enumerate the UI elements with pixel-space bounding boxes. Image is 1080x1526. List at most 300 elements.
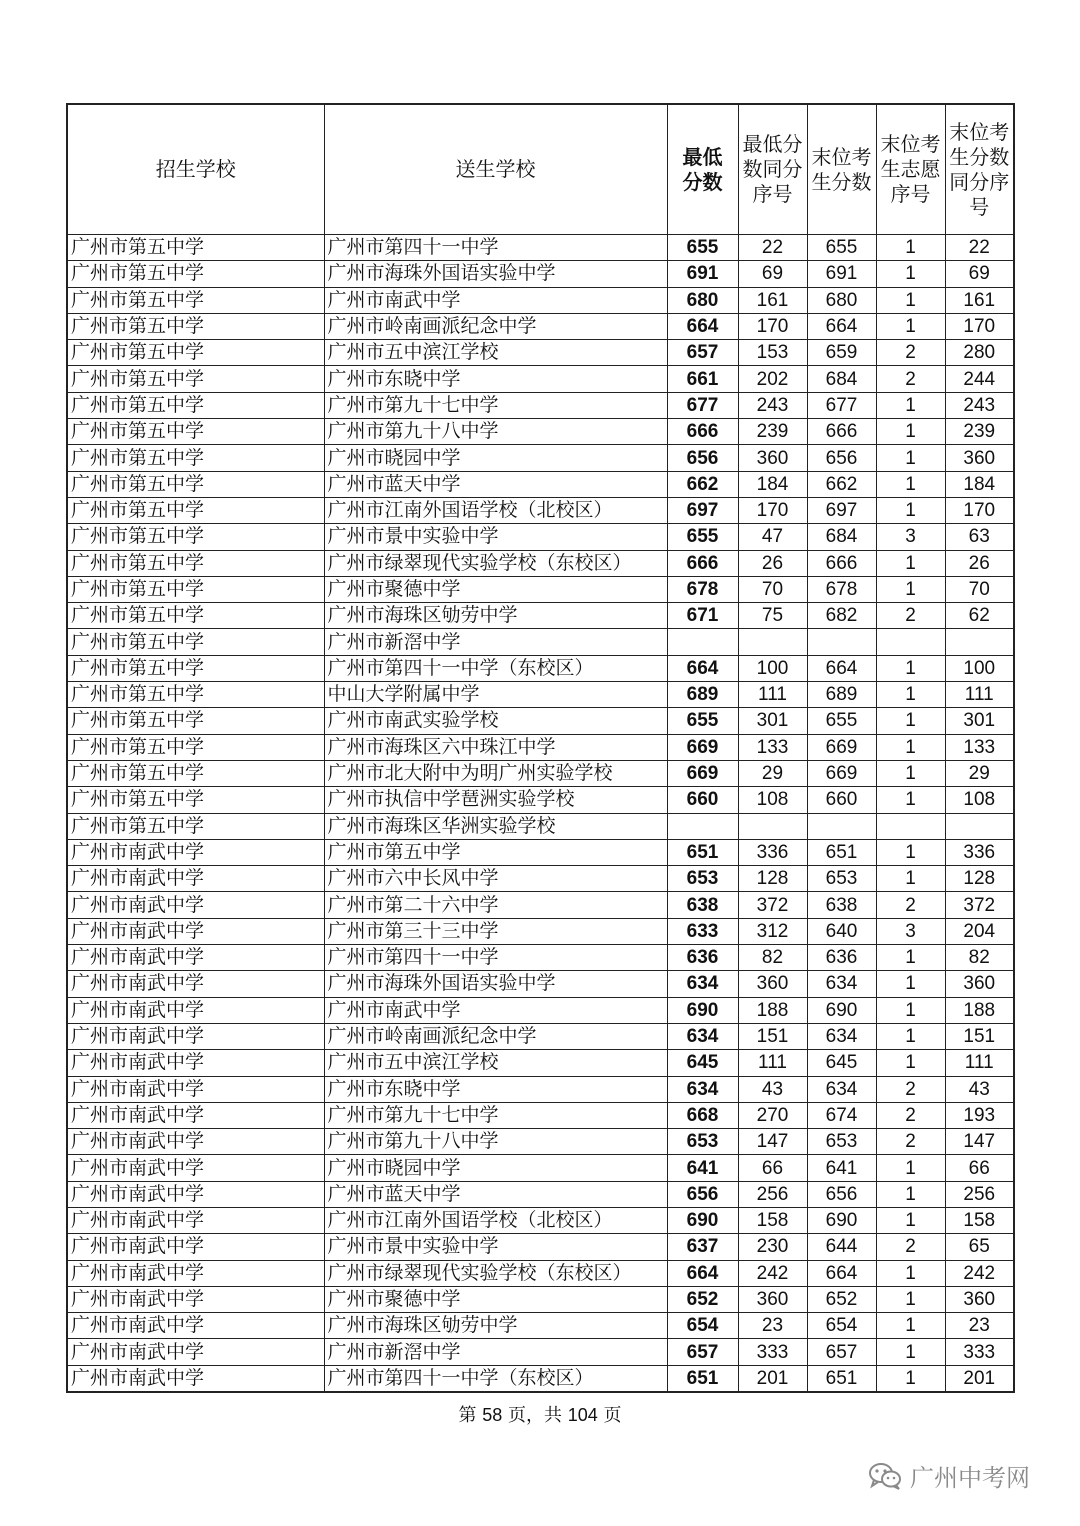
sending-school-cell: 广州市第二十六中学: [324, 892, 667, 918]
sending-school-cell: 广州市执信中学琶洲实验学校: [324, 787, 667, 813]
last-score-rank-cell: 22: [945, 235, 1014, 261]
header-last-choice-order: [876, 104, 945, 235]
min-score-cell: 697: [667, 497, 738, 523]
table-row: [67, 445, 1014, 471]
last-score-rank-cell: 66: [945, 1155, 1014, 1181]
sending-school-cell: 广州市岭南画派纪念中学: [324, 1023, 667, 1049]
min-score-rank-cell: 66: [738, 1155, 807, 1181]
min-score-rank-cell: 312: [738, 918, 807, 944]
sending-school-cell: 广州市海珠外国语实验中学: [324, 261, 667, 287]
min-score-cell: 690: [667, 997, 738, 1023]
min-score-cell: 677: [667, 392, 738, 418]
table-header-row: [67, 104, 1014, 235]
table-row: [67, 708, 1014, 734]
admitting-school-cell: 广州市第五中学: [67, 550, 324, 576]
last-choice-order-cell: 1: [876, 497, 945, 523]
sending-school-cell: 广州市景中实验中学: [324, 524, 667, 550]
min-score-cell: 634: [667, 1023, 738, 1049]
min-score-rank-cell: 70: [738, 576, 807, 602]
last-score-cell: 657: [807, 1339, 876, 1365]
last-choice-order-cell: 1: [876, 734, 945, 760]
last-choice-order-cell: 1: [876, 1313, 945, 1339]
sending-school-cell: 广州市五中滨江学校: [324, 340, 667, 366]
last-choice-order-cell: 1: [876, 1286, 945, 1312]
table-row: [67, 1313, 1014, 1339]
min-score-rank-cell: 147: [738, 1129, 807, 1155]
last-score-cell: 655: [807, 235, 876, 261]
last-score-cell: 634: [807, 1076, 876, 1102]
last-choice-order-cell: 2: [876, 1102, 945, 1128]
min-score-rank-cell: 239: [738, 419, 807, 445]
admitting-school-cell: 广州市第五中学: [67, 497, 324, 523]
sending-school-cell: 广州市第九十八中学: [324, 419, 667, 445]
sending-school-cell: 广州市东晓中学: [324, 366, 667, 392]
sending-school-cell: 广州市江南外国语学校（北校区）: [324, 1207, 667, 1233]
header-min-score: [667, 104, 738, 235]
min-score-rank-cell: 301: [738, 708, 807, 734]
admitting-school-cell: 广州市南武中学: [67, 1286, 324, 1312]
sending-school-cell: 广州市绿翠现代实验学校（东校区）: [324, 550, 667, 576]
sending-school-cell: 广州市蓝天中学: [324, 471, 667, 497]
last-score-cell: 634: [807, 1023, 876, 1049]
sending-school-cell: 中山大学附属中学: [324, 682, 667, 708]
sending-school-cell: 广州市第三十三中学: [324, 918, 667, 944]
last-choice-order-cell: 1: [876, 839, 945, 865]
last-score-rank-cell: 336: [945, 839, 1014, 865]
last-choice-order-cell: [876, 629, 945, 655]
sending-school-cell: 广州市海珠区六中珠江中学: [324, 734, 667, 760]
sending-school-cell: 广州市六中长风中学: [324, 866, 667, 892]
last-score-cell: 638: [807, 892, 876, 918]
header-last-choice-order-text: 末位考生志愿序号: [880, 132, 941, 206]
table-row: [67, 866, 1014, 892]
last-choice-order-cell: 1: [876, 682, 945, 708]
last-score-rank-cell: 133: [945, 734, 1014, 760]
min-score-cell: 655: [667, 708, 738, 734]
last-choice-order-cell: 1: [876, 760, 945, 786]
table-row: [67, 997, 1014, 1023]
sending-school-cell: 广州市第九十七中学: [324, 392, 667, 418]
table-row: [67, 550, 1014, 576]
admitting-school-cell: 广州市第五中学: [67, 235, 324, 261]
last-choice-order-cell: 1: [876, 971, 945, 997]
admitting-school-cell: 广州市南武中学: [67, 997, 324, 1023]
last-score-cell: 666: [807, 419, 876, 445]
sending-school-cell: 广州市第五中学: [324, 839, 667, 865]
last-score-rank-cell: 360: [945, 445, 1014, 471]
admitting-school-cell: 广州市南武中学: [67, 892, 324, 918]
admitting-school-cell: 广州市南武中学: [67, 1339, 324, 1365]
min-score-cell: 653: [667, 1129, 738, 1155]
last-choice-order-cell: 2: [876, 366, 945, 392]
last-score-rank-cell: 158: [945, 1207, 1014, 1233]
table-row: [67, 603, 1014, 629]
last-choice-order-cell: 1: [876, 550, 945, 576]
last-choice-order-cell: 1: [876, 1181, 945, 1207]
score-table: [66, 103, 1015, 1393]
min-score-rank-cell: 26: [738, 550, 807, 576]
last-score-rank-cell: 147: [945, 1129, 1014, 1155]
table-row: [67, 971, 1014, 997]
wechat-icon: [868, 1461, 902, 1491]
header-sending-school: 送生学校: [324, 104, 667, 235]
last-choice-order-cell: 1: [876, 655, 945, 681]
last-score-rank-cell: 360: [945, 971, 1014, 997]
sending-school-cell: 广州市南武中学: [324, 287, 667, 313]
table-row: [67, 313, 1014, 339]
last-score-cell: 653: [807, 1129, 876, 1155]
sending-school-cell: 广州市绿翠现代实验学校（东校区）: [324, 1260, 667, 1286]
last-score-rank-cell: 256: [945, 1181, 1014, 1207]
sending-school-cell: 广州市南武中学: [324, 997, 667, 1023]
table-row: [67, 655, 1014, 681]
last-score-cell: 656: [807, 445, 876, 471]
last-score-cell: 641: [807, 1155, 876, 1181]
min-score-cell: 657: [667, 340, 738, 366]
table-row: [67, 892, 1014, 918]
last-score-cell: 690: [807, 1207, 876, 1233]
table-row: [67, 287, 1014, 313]
min-score-rank-cell: 170: [738, 497, 807, 523]
admitting-school-cell: 广州市第五中学: [67, 576, 324, 602]
min-score-rank-cell: 100: [738, 655, 807, 681]
last-score-cell: 660: [807, 787, 876, 813]
last-score-rank-cell: 188: [945, 997, 1014, 1023]
header-last-score-rank: [945, 104, 1014, 235]
last-score-rank-cell: 184: [945, 471, 1014, 497]
last-score-rank-cell: 243: [945, 392, 1014, 418]
last-score-rank-cell: 29: [945, 760, 1014, 786]
last-score-cell: 697: [807, 497, 876, 523]
min-score-rank-cell: 242: [738, 1260, 807, 1286]
table-row: [67, 1155, 1014, 1181]
score-table-container: [66, 103, 1013, 1393]
min-score-cell: 652: [667, 1286, 738, 1312]
min-score-cell: 666: [667, 550, 738, 576]
admitting-school-cell: 广州市第五中学: [67, 629, 324, 655]
min-score-cell: 655: [667, 524, 738, 550]
min-score-rank-cell: 372: [738, 892, 807, 918]
min-score-cell: 664: [667, 313, 738, 339]
admitting-school-cell: 广州市南武中学: [67, 1207, 324, 1233]
min-score-cell: 637: [667, 1234, 738, 1260]
last-choice-order-cell: 1: [876, 445, 945, 471]
last-score-rank-cell: 100: [945, 655, 1014, 681]
last-score-cell: 640: [807, 918, 876, 944]
min-score-cell: [667, 813, 738, 839]
table-row: [67, 261, 1014, 287]
last-score-rank-cell: 63: [945, 524, 1014, 550]
watermark-text: 广州中考网: [910, 1464, 1030, 1492]
last-choice-order-cell: 1: [876, 576, 945, 602]
table-row: [67, 1076, 1014, 1102]
min-score-cell: 669: [667, 760, 738, 786]
last-score-cell: 656: [807, 1181, 876, 1207]
last-choice-order-cell: 1: [876, 235, 945, 261]
last-score-cell: 669: [807, 760, 876, 786]
min-score-rank-cell: 360: [738, 445, 807, 471]
admitting-school-cell: 广州市第五中学: [67, 813, 324, 839]
admitting-school-cell: 广州市第五中学: [67, 313, 324, 339]
admitting-school-cell: 广州市南武中学: [67, 866, 324, 892]
min-score-cell: 678: [667, 576, 738, 602]
last-score-cell: 689: [807, 682, 876, 708]
last-choice-order-cell: 1: [876, 1365, 945, 1392]
admitting-school-cell: 广州市南武中学: [67, 945, 324, 971]
min-score-rank-cell: 188: [738, 997, 807, 1023]
min-score-cell: 661: [667, 366, 738, 392]
min-score-cell: 680: [667, 287, 738, 313]
last-choice-order-cell: 2: [876, 1076, 945, 1102]
table-row: [67, 419, 1014, 445]
sending-school-cell: 广州市海珠区劬劳中学: [324, 1313, 667, 1339]
admitting-school-cell: 广州市南武中学: [67, 1102, 324, 1128]
table-row: [67, 1207, 1014, 1233]
last-score-cell: 652: [807, 1286, 876, 1312]
admitting-school-cell: 广州市南武中学: [67, 918, 324, 944]
table-row: [67, 235, 1014, 261]
min-score-rank-cell: 158: [738, 1207, 807, 1233]
admitting-school-cell: 广州市南武中学: [67, 1313, 324, 1339]
last-score-cell: 653: [807, 866, 876, 892]
last-score-cell: 636: [807, 945, 876, 971]
table-row: [67, 760, 1014, 786]
admitting-school-cell: 广州市第五中学: [67, 655, 324, 681]
last-score-rank-cell: 242: [945, 1260, 1014, 1286]
min-score-cell: 653: [667, 866, 738, 892]
admitting-school-cell: 广州市第五中学: [67, 603, 324, 629]
last-choice-order-cell: 1: [876, 997, 945, 1023]
min-score-cell: 664: [667, 655, 738, 681]
min-score-rank-cell: 108: [738, 787, 807, 813]
sending-school-cell: 广州市南武实验学校: [324, 708, 667, 734]
min-score-cell: 666: [667, 419, 738, 445]
last-choice-order-cell: 1: [876, 1023, 945, 1049]
min-score-cell: 662: [667, 471, 738, 497]
min-score-cell: 660: [667, 787, 738, 813]
sending-school-cell: 广州市第九十八中学: [324, 1129, 667, 1155]
last-score-cell: 645: [807, 1050, 876, 1076]
last-choice-order-cell: 1: [876, 471, 945, 497]
header-admitting-school: 招生学校: [67, 104, 324, 235]
min-score-rank-cell: 230: [738, 1234, 807, 1260]
admitting-school-cell: 广州市南武中学: [67, 1023, 324, 1049]
last-choice-order-cell: [876, 813, 945, 839]
sending-school-cell: 广州市第四十一中学（东校区）: [324, 1365, 667, 1392]
last-score-rank-cell: 170: [945, 313, 1014, 339]
last-score-cell: 669: [807, 734, 876, 760]
min-score-rank-cell: 29: [738, 760, 807, 786]
last-score-cell: 654: [807, 1313, 876, 1339]
table-row: [67, 1023, 1014, 1049]
footer-page-number: 58: [482, 1405, 503, 1425]
last-choice-order-cell: 3: [876, 524, 945, 550]
last-choice-order-cell: 1: [876, 945, 945, 971]
admitting-school-cell: 广州市南武中学: [67, 1129, 324, 1155]
sending-school-cell: 广州市江南外国语学校（北校区）: [324, 497, 667, 523]
last-choice-order-cell: 2: [876, 603, 945, 629]
admitting-school-cell: 广州市南武中学: [67, 1260, 324, 1286]
last-score-cell: 659: [807, 340, 876, 366]
admitting-school-cell: 广州市第五中学: [67, 419, 324, 445]
min-score-cell: 638: [667, 892, 738, 918]
sending-school-cell: 广州市第四十一中学: [324, 945, 667, 971]
last-choice-order-cell: 2: [876, 892, 945, 918]
table-row: [67, 497, 1014, 523]
admitting-school-cell: 广州市南武中学: [67, 1050, 324, 1076]
table-row: [67, 839, 1014, 865]
last-score-rank-cell: [945, 629, 1014, 655]
min-score-cell: 671: [667, 603, 738, 629]
min-score-rank-cell: [738, 813, 807, 839]
last-score-cell: 677: [807, 392, 876, 418]
table-row: [67, 524, 1014, 550]
table-row: [67, 1339, 1014, 1365]
last-choice-order-cell: 1: [876, 1050, 945, 1076]
admitting-school-cell: 广州市南武中学: [67, 1076, 324, 1102]
admitting-school-cell: 广州市第五中学: [67, 760, 324, 786]
table-row: [67, 734, 1014, 760]
last-score-cell: 680: [807, 287, 876, 313]
sending-school-cell: 广州市五中滨江学校: [324, 1050, 667, 1076]
table-row: [67, 945, 1014, 971]
table-row: [67, 787, 1014, 813]
min-score-rank-cell: 184: [738, 471, 807, 497]
admitting-school-cell: 广州市第五中学: [67, 392, 324, 418]
last-score-rank-cell: 108: [945, 787, 1014, 813]
last-score-cell: 684: [807, 366, 876, 392]
last-score-cell: 664: [807, 1260, 876, 1286]
last-score-cell: 690: [807, 997, 876, 1023]
admitting-school-cell: 广州市南武中学: [67, 839, 324, 865]
min-score-cell: 633: [667, 918, 738, 944]
last-score-cell: 684: [807, 524, 876, 550]
admitting-school-cell: 广州市第五中学: [67, 682, 324, 708]
min-score-rank-cell: 69: [738, 261, 807, 287]
last-score-rank-cell: 62: [945, 603, 1014, 629]
sending-school-cell: 广州市海珠区华洲实验学校: [324, 813, 667, 839]
header-min-score-rank-text: 最低分数同分序号: [742, 132, 803, 206]
min-score-rank-cell: 43: [738, 1076, 807, 1102]
min-score-cell: 664: [667, 1260, 738, 1286]
header-last-score: [807, 104, 876, 235]
min-score-rank-cell: 202: [738, 366, 807, 392]
admitting-school-cell: 广州市第五中学: [67, 708, 324, 734]
min-score-rank-cell: 201: [738, 1365, 807, 1392]
last-score-rank-cell: 65: [945, 1234, 1014, 1260]
last-choice-order-cell: 1: [876, 261, 945, 287]
last-score-rank-cell: 239: [945, 419, 1014, 445]
last-score-rank-cell: 23: [945, 1313, 1014, 1339]
last-score-rank-cell: 26: [945, 550, 1014, 576]
min-score-rank-cell: 256: [738, 1181, 807, 1207]
min-score-cell: 657: [667, 1339, 738, 1365]
min-score-rank-cell: 111: [738, 682, 807, 708]
last-choice-order-cell: 1: [876, 419, 945, 445]
last-score-rank-cell: [945, 813, 1014, 839]
min-score-rank-cell: 133: [738, 734, 807, 760]
min-score-cell: 668: [667, 1102, 738, 1128]
sending-school-cell: 广州市新滘中学: [324, 1339, 667, 1365]
sending-school-cell: 广州市晓园中学: [324, 1155, 667, 1181]
last-score-rank-cell: 69: [945, 261, 1014, 287]
admitting-school-cell: 广州市南武中学: [67, 971, 324, 997]
sending-school-cell: 广州市新滘中学: [324, 629, 667, 655]
last-score-rank-cell: 151: [945, 1023, 1014, 1049]
last-score-rank-cell: 161: [945, 287, 1014, 313]
min-score-rank-cell: 47: [738, 524, 807, 550]
last-score-cell: [807, 629, 876, 655]
last-score-rank-cell: 170: [945, 497, 1014, 523]
last-score-cell: 651: [807, 839, 876, 865]
header-min-score-rank: [738, 104, 807, 235]
last-choice-order-cell: 1: [876, 787, 945, 813]
admitting-school-cell: 广州市第五中学: [67, 287, 324, 313]
table-row: [67, 1260, 1014, 1286]
last-score-rank-cell: 193: [945, 1102, 1014, 1128]
min-score-cell: 655: [667, 235, 738, 261]
last-choice-order-cell: 3: [876, 918, 945, 944]
last-score-cell: 644: [807, 1234, 876, 1260]
table-row: [67, 1181, 1014, 1207]
last-score-cell: 666: [807, 550, 876, 576]
sending-school-cell: 广州市北大附中为明广州实验学校: [324, 760, 667, 786]
min-score-rank-cell: 170: [738, 313, 807, 339]
watermark: [868, 1458, 1030, 1493]
last-score-cell: 691: [807, 261, 876, 287]
min-score-rank-cell: 111: [738, 1050, 807, 1076]
last-score-rank-cell: 333: [945, 1339, 1014, 1365]
table-row: [67, 1286, 1014, 1312]
table-row: [67, 576, 1014, 602]
last-choice-order-cell: 1: [876, 708, 945, 734]
admitting-school-cell: 广州市南武中学: [67, 1155, 324, 1181]
min-score-rank-cell: 128: [738, 866, 807, 892]
last-score-cell: 634: [807, 971, 876, 997]
min-score-rank-cell: [738, 629, 807, 655]
last-score-cell: 662: [807, 471, 876, 497]
min-score-cell: 690: [667, 1207, 738, 1233]
min-score-cell: 641: [667, 1155, 738, 1181]
min-score-rank-cell: 153: [738, 340, 807, 366]
last-score-rank-cell: 82: [945, 945, 1014, 971]
last-choice-order-cell: 2: [876, 1234, 945, 1260]
last-score-rank-cell: 70: [945, 576, 1014, 602]
header-last-score-rank-text: 末位考生分数同分序号: [949, 119, 1010, 219]
table-row: [67, 682, 1014, 708]
sending-school-cell: 广州市聚德中学: [324, 576, 667, 602]
admitting-school-cell: 广州市第五中学: [67, 787, 324, 813]
last-score-rank-cell: 280: [945, 340, 1014, 366]
min-score-rank-cell: 243: [738, 392, 807, 418]
last-score-rank-cell: 43: [945, 1076, 1014, 1102]
sending-school-cell: 广州市第四十一中学（东校区）: [324, 655, 667, 681]
min-score-rank-cell: 151: [738, 1023, 807, 1049]
last-score-cell: 651: [807, 1365, 876, 1392]
sending-school-cell: 广州市第四十一中学: [324, 235, 667, 261]
last-score-rank-cell: 111: [945, 682, 1014, 708]
last-score-cell: 678: [807, 576, 876, 602]
admitting-school-cell: 广州市第五中学: [67, 445, 324, 471]
table-row: [67, 1102, 1014, 1128]
table-body: [67, 235, 1014, 1393]
sending-school-cell: 广州市海珠区劬劳中学: [324, 603, 667, 629]
min-score-rank-cell: 336: [738, 839, 807, 865]
admitting-school-cell: 广州市第五中学: [67, 524, 324, 550]
min-score-rank-cell: 270: [738, 1102, 807, 1128]
min-score-cell: [667, 629, 738, 655]
min-score-rank-cell: 360: [738, 1286, 807, 1312]
